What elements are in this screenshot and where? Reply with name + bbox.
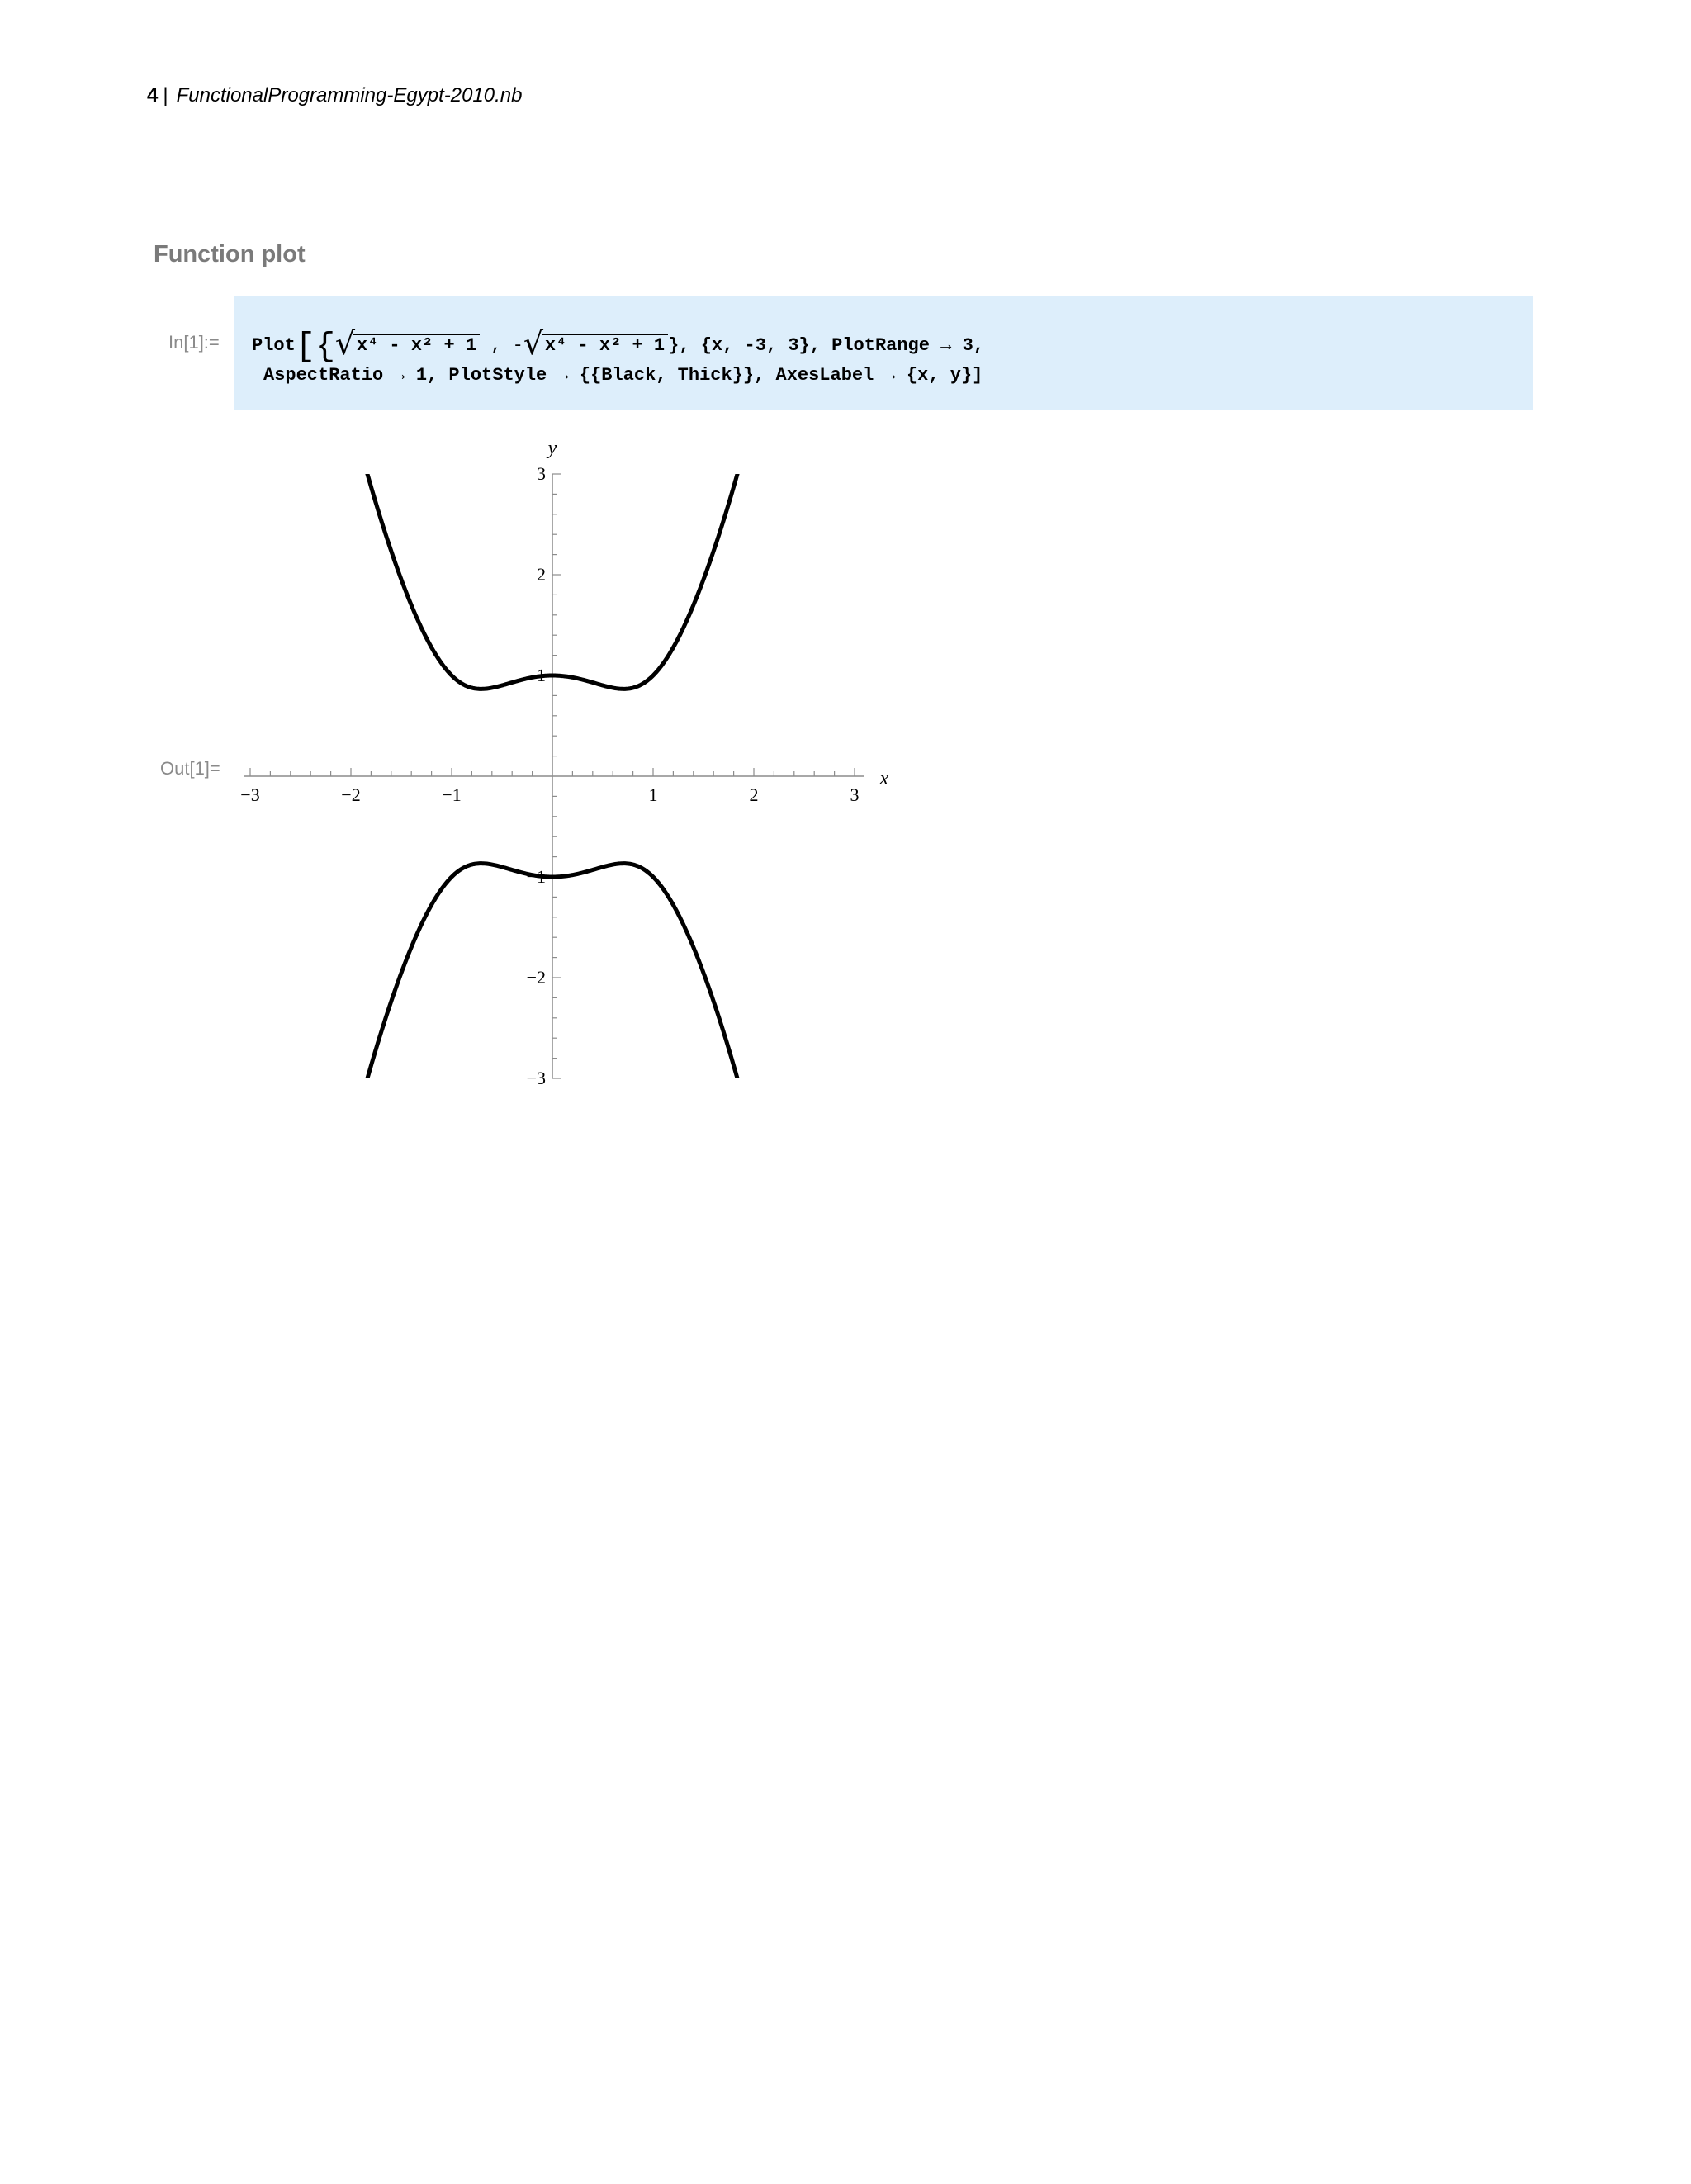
y-tick-label: −1 <box>526 866 546 887</box>
header-separator: | <box>163 84 168 107</box>
x-tick-label: 2 <box>749 784 759 805</box>
x-axis-label: x <box>879 768 889 789</box>
y-tick-label: 3 <box>537 463 546 484</box>
output-cell-label: Out[1]= <box>160 758 220 779</box>
sqrt-expression-1 <box>334 325 480 362</box>
radical-icon: √ <box>523 325 544 362</box>
code-rest: }, {x, -3, 3}, PlotRange → 3, <box>668 335 984 356</box>
notebook-name: FunctionalProgramming-Egypt-2010.nb <box>176 84 523 107</box>
x-tick-label: −1 <box>442 784 462 805</box>
x-tick-label: −3 <box>240 784 260 805</box>
x-tick-label: 3 <box>850 784 860 805</box>
page-number: 4 <box>147 84 159 107</box>
sqrt-expression-2 <box>523 325 668 362</box>
sqrt-body-2: x⁴ - x² + 1 <box>542 334 668 356</box>
x-tick-label: 1 <box>648 784 658 805</box>
page-header <box>147 84 522 107</box>
y-tick-label: 1 <box>537 665 546 685</box>
input-cell[interactable] <box>234 296 1533 410</box>
sqrt-body-1: x⁴ - x² + 1 <box>353 334 480 356</box>
code-mid: , - <box>480 335 523 356</box>
y-axis-label: y <box>547 438 557 459</box>
input-cell-label: In[1]:= <box>168 332 220 353</box>
code-func: Plot <box>252 335 296 356</box>
section-title: Function plot <box>154 241 306 268</box>
code-line-2: AspectRatio → 1, PlotStyle → {{Black, Thick}}, AxesLabel → {x, y}] <box>263 365 983 386</box>
code-open: [{ <box>295 329 335 366</box>
function-plot <box>223 421 917 1115</box>
y-tick-label: −3 <box>526 1068 546 1088</box>
y-tick-label: −2 <box>526 967 546 988</box>
x-tick-label: −2 <box>341 784 361 805</box>
code-line-1 <box>252 325 984 366</box>
y-tick-label: 2 <box>537 564 546 585</box>
radical-icon: √ <box>334 325 356 362</box>
